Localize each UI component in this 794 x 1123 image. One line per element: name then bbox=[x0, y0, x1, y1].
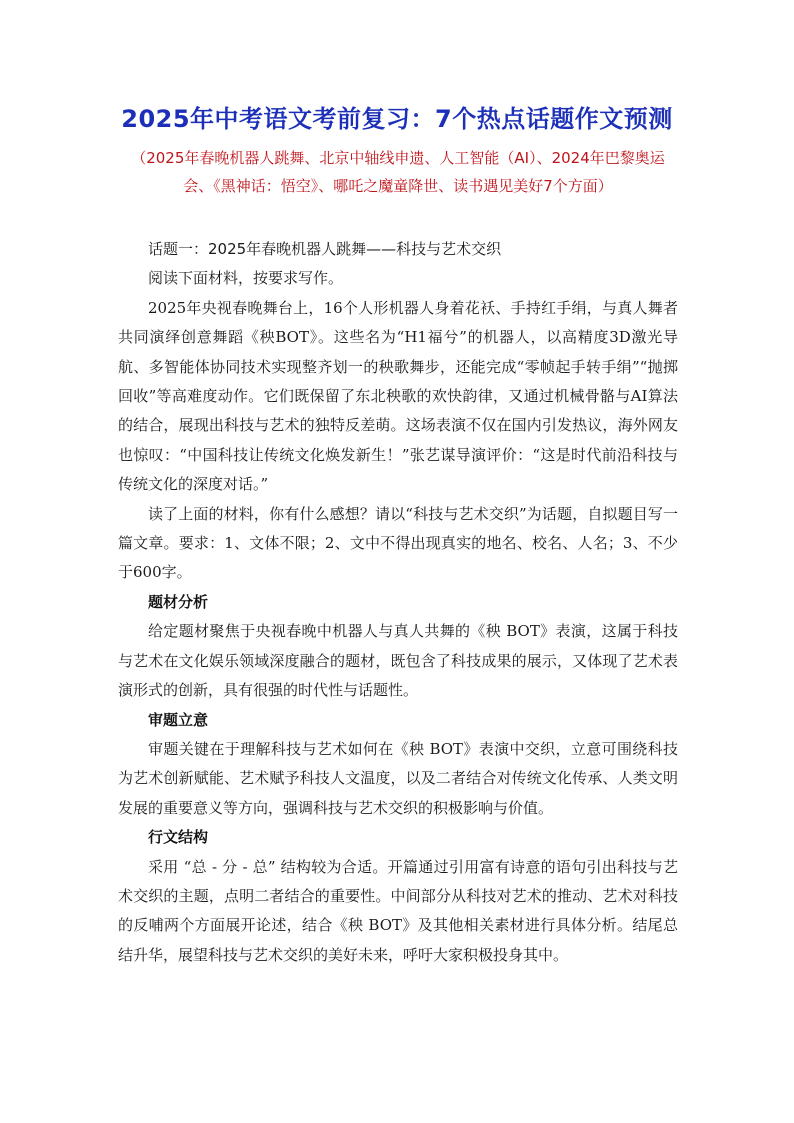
topic-title: 话题一：2025年春晚机器人跳舞——科技与艺术交织 bbox=[148, 240, 502, 258]
document-subtitle: （2025年春晚机器人跳舞、北京中轴线申遗、人工智能（AI）、2024年巴黎奥运会、《黑神话：悟空》、哪吒之魔童降世、读书遇见美好7个方面） bbox=[131, 149, 665, 195]
section-heading-structure: 行文结构 bbox=[148, 828, 209, 847]
section-heading-theme: 审题立意 bbox=[148, 710, 209, 729]
task-paragraph: 读了上面的材料，你有什么感想？请以“科技与艺术交织”为话题，自拟题目写一篇文章。要求：1、文体不限；2、文中不得出现真实的地名、校名、人名；3、不少于600字。 bbox=[118, 504, 678, 582]
material-paragraph: 2025年央视春晚舞台上，16个人形机器人身着花袄、手持红手绢，与真人舞者共同演绎创意舞蹈《秧BOT》。这些名为“H1福兮”的机器人，以高精度3D激光导航、多智能体协同技术实现整齐划一的秧歌舞步，还能完成“零帧起手转手绢”“抛掷回收”等高难度动作。它们既保留了东北秧歌的欢快韵律，又通过机械骨骼与AI算法的结合，展现出科技与艺术的独特反差萌。这场表演不仅在国内引发热议，海外网友也惊叹：“中国科技让传统文化焕发新生！”张艺谋导演评价：“这是时代前沿科技与传统文化的深度对话。” bbox=[118, 298, 678, 494]
section-text-theme: 审题关键在于理解科技与艺术如何在《秧 BOT》表演中交织，立意可围绕科技为艺术创新赋能、艺术赋予科技人文温度，以及二者结合对传统文化传承、人类文明发展的重要意义等方向，强调科技与艺术交织的积极影响与价值。 bbox=[118, 739, 678, 817]
document-title: 2025年中考语文考前复习：7个热点话题作文预测 bbox=[121, 105, 673, 133]
section-text-subject-analysis: 给定题材聚焦于央视春晚中机器人与真人共舞的《秧 BOT》表演，这属于科技与艺术在文化娱乐领域深度融合的题材，既包含了科技成果的展示，又体现了艺术表演形式的创新，具有很强的时代性与话题性。 bbox=[118, 622, 678, 700]
section-heading-subject-analysis: 题材分析 bbox=[148, 592, 209, 611]
instruction-text: 阅读下面材料，按要求写作。 bbox=[148, 269, 344, 288]
section-text-structure: 采用 “总 - 分 - 总” 结构较为合适。开篇通过引用富有诗意的语句引出科技与艺术交织的主题，点明二者结合的重要性。中间部分从科技对艺术的推动、艺术对科技的反哺两个方面展开论述，结合《秧 BOT》及其他相关素材进行具体分析。结尾总结升华，展望科技与艺术交织的美好未来，呼吁大家积极投身其中。 bbox=[118, 857, 678, 964]
document-body bbox=[118, 235, 678, 970]
